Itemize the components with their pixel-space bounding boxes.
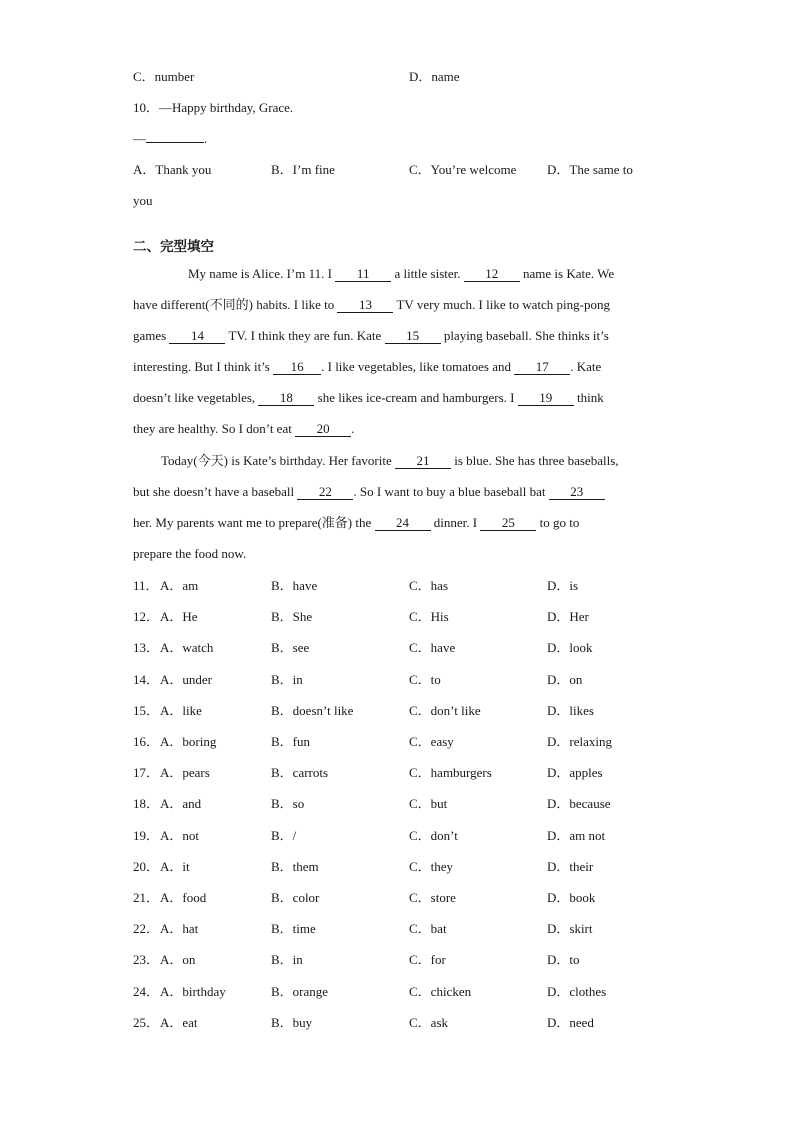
passage-text: dinner. I xyxy=(430,515,481,530)
passage-text: TV. I think they are fun. Kate xyxy=(225,328,385,343)
passage-text: is blue. She has three baseballs, xyxy=(450,453,619,468)
option-c[interactable]: C．bat xyxy=(409,921,447,937)
option-c[interactable]: C．don’t like xyxy=(409,702,481,718)
passage-text: interesting. But I think it’s xyxy=(133,359,274,374)
blank-14[interactable]: 14 xyxy=(169,329,225,344)
passage-text: think xyxy=(573,390,604,405)
option-c[interactable]: C．easy xyxy=(409,734,454,749)
passage-text: playing baseball. She thinks it’s xyxy=(440,328,609,343)
option-a[interactable]: A．not xyxy=(160,827,200,843)
q10-option-a: A．Thank you xyxy=(133,162,212,177)
option-c[interactable]: C．for xyxy=(409,952,446,968)
option-c[interactable]: C．His xyxy=(409,609,449,625)
option-d[interactable]: D．look xyxy=(547,640,593,656)
question-number: 11． xyxy=(133,578,159,593)
passage-text: . So I want to buy a blue baseball bat xyxy=(353,484,549,499)
q10-stem: 10．—Happy birthday, Grace. xyxy=(133,100,294,115)
option-b[interactable]: B．have xyxy=(271,578,318,593)
option-b[interactable]: B．orange xyxy=(271,983,329,999)
q10-answer-suffix: . xyxy=(204,131,208,146)
option-c[interactable]: C．has xyxy=(409,578,449,593)
option-a[interactable]: A．eat xyxy=(160,1014,198,1030)
q10-option-d-continued: you xyxy=(133,193,153,208)
passage-text: but she doesn’t have a baseball xyxy=(133,484,298,499)
option-a[interactable]: A．am xyxy=(160,578,199,593)
blank-23[interactable]: 23 xyxy=(549,485,605,500)
passage-text: a little sister. xyxy=(391,266,464,281)
passage-line xyxy=(161,453,619,469)
option-b[interactable]: B．fun xyxy=(271,734,311,749)
passage-line xyxy=(133,390,604,406)
option-c[interactable]: C．they xyxy=(409,858,454,874)
option-b[interactable]: B．in xyxy=(271,952,303,968)
question-number: 16． xyxy=(133,734,160,749)
option-b[interactable]: B．She xyxy=(271,609,313,625)
passage-text: her. My parents want me to prepare(准备) the xyxy=(133,515,375,530)
q10-option-d: D．The same to xyxy=(547,162,633,177)
option-c[interactable]: C．have xyxy=(409,640,456,656)
blank-25[interactable]: 25 xyxy=(480,516,536,531)
option-d[interactable]: D．because xyxy=(547,796,611,812)
passage-line xyxy=(133,421,354,437)
option-a[interactable]: A．birthday xyxy=(160,983,226,999)
option-d[interactable]: D．apples xyxy=(547,765,603,781)
option-b[interactable]: B．color xyxy=(271,890,320,905)
option-d[interactable]: D．need xyxy=(547,1014,594,1030)
question-number: 21． xyxy=(133,890,160,905)
option-b[interactable]: B．so xyxy=(271,796,305,812)
passage-text: TV very much. I like to watch ping-pong xyxy=(393,297,610,312)
passage-text: . xyxy=(351,421,355,436)
passage-line xyxy=(133,359,601,375)
option-d[interactable]: D．is xyxy=(547,578,579,593)
question-number: 12． xyxy=(133,609,160,625)
option-c[interactable]: C．store xyxy=(409,890,456,905)
question-number: 13． xyxy=(133,640,160,656)
q10-option-c: C．You’re welcome xyxy=(409,162,517,177)
blank-20[interactable]: 20 xyxy=(295,422,351,437)
blank-16[interactable]: 16 xyxy=(273,360,321,375)
blank-13[interactable]: 13 xyxy=(337,298,393,313)
passage-line xyxy=(133,328,609,344)
blank-11[interactable]: 11 xyxy=(335,267,391,282)
option-b[interactable]: B．carrots xyxy=(271,765,329,781)
option-b[interactable]: B．them xyxy=(271,858,319,874)
passage-text: doesn’t like vegetables, xyxy=(133,390,259,405)
option-d[interactable]: D．to xyxy=(547,952,580,968)
option-d[interactable]: D．Her xyxy=(547,609,589,625)
option-a[interactable]: A．hat xyxy=(160,921,199,937)
option-a[interactable]: A．under xyxy=(160,671,212,687)
option-b[interactable]: B．buy xyxy=(271,1014,313,1030)
option-d[interactable]: D．their xyxy=(547,858,594,874)
option-d[interactable]: D．am not xyxy=(547,827,606,843)
q9-option-d: D．name xyxy=(409,69,460,84)
option-a[interactable]: A．like xyxy=(160,702,202,718)
option-a[interactable]: A．it xyxy=(160,858,190,874)
option-b[interactable]: B．in xyxy=(271,671,303,687)
option-b[interactable]: B．doesn’t like xyxy=(271,702,354,718)
passage-line xyxy=(133,297,610,313)
option-b[interactable]: B．see xyxy=(271,640,310,656)
option-c[interactable]: C．chicken xyxy=(409,983,472,999)
passage-text: she likes ice-cream and hamburgers. I xyxy=(314,390,518,405)
question-number: 22． xyxy=(133,921,160,937)
passage-text: to go to xyxy=(536,515,580,530)
blank-17[interactable]: 17 xyxy=(514,360,570,375)
option-c[interactable]: C．hamburgers xyxy=(409,765,492,781)
passage-line xyxy=(133,484,605,500)
option-b[interactable]: B．/ xyxy=(271,827,297,843)
question-number: 14． xyxy=(133,671,160,687)
option-c[interactable]: C．don’t xyxy=(409,827,458,843)
blank-21[interactable]: 21 xyxy=(395,454,451,469)
option-a[interactable]: A．watch xyxy=(160,640,214,656)
option-a[interactable]: A．food xyxy=(160,890,207,905)
blank-19[interactable]: 19 xyxy=(518,391,574,406)
option-c[interactable]: C．ask xyxy=(409,1014,449,1030)
question-number: 17． xyxy=(133,765,160,781)
q10-answer-prefix: — xyxy=(133,131,146,146)
passage-text: they are healthy. So I don’t eat xyxy=(133,421,296,436)
option-a[interactable]: A．He xyxy=(160,609,198,625)
blank-22[interactable]: 22 xyxy=(297,485,353,500)
q9-option-c: C．number xyxy=(133,69,195,84)
blank-12[interactable]: 12 xyxy=(464,267,520,282)
option-a[interactable]: A．and xyxy=(160,796,202,812)
option-a[interactable]: A．boring xyxy=(160,734,217,749)
option-d[interactable]: D．skirt xyxy=(547,921,593,937)
question-number: 19． xyxy=(133,827,160,843)
passage-text: have different(不同的) habits. I like to xyxy=(133,297,338,312)
blank-15[interactable]: 15 xyxy=(385,329,441,344)
passage-text: name is Kate. We xyxy=(519,266,615,281)
option-d[interactable]: D．relaxing xyxy=(547,734,612,749)
passage-line xyxy=(133,546,246,562)
blank-18[interactable]: 18 xyxy=(258,391,314,406)
section-title: 二、完型填空 xyxy=(133,239,214,255)
question-number: 15． xyxy=(133,702,160,718)
passage-text: prepare the food now. xyxy=(133,546,247,561)
option-d[interactable]: D．clothes xyxy=(547,983,607,999)
q10-option-b: B．I’m fine xyxy=(271,162,335,177)
passage-line xyxy=(188,266,614,282)
passage-line xyxy=(133,515,579,531)
passage-text: . I like vegetables, like tomatoes and xyxy=(321,359,515,374)
option-b[interactable]: B．time xyxy=(271,921,316,937)
q10-answer-blank[interactable] xyxy=(146,142,204,143)
option-a[interactable]: A．pears xyxy=(160,765,210,781)
question-number: 18． xyxy=(133,796,160,812)
passage-text: games xyxy=(133,328,170,343)
question-number: 24． xyxy=(133,983,160,999)
question-number: 25． xyxy=(133,1014,160,1030)
option-c[interactable]: C．to xyxy=(409,671,441,687)
question-number: 23． xyxy=(133,952,160,968)
option-d[interactable]: D．likes xyxy=(547,702,594,718)
passage-text: . Kate xyxy=(570,359,602,374)
option-c[interactable]: C．but xyxy=(409,796,448,812)
blank-24[interactable]: 24 xyxy=(375,516,431,531)
q10-answer-line xyxy=(133,131,207,147)
question-number: 20． xyxy=(133,858,160,874)
passage-text: My name is Alice. I’m 11. I xyxy=(188,266,336,281)
option-d[interactable]: D．on xyxy=(547,671,583,687)
option-a[interactable]: A．on xyxy=(160,952,196,968)
passage-text: Today(今天) is Kate’s birthday. Her favorite xyxy=(161,453,395,468)
option-d[interactable]: D．book xyxy=(547,890,596,905)
